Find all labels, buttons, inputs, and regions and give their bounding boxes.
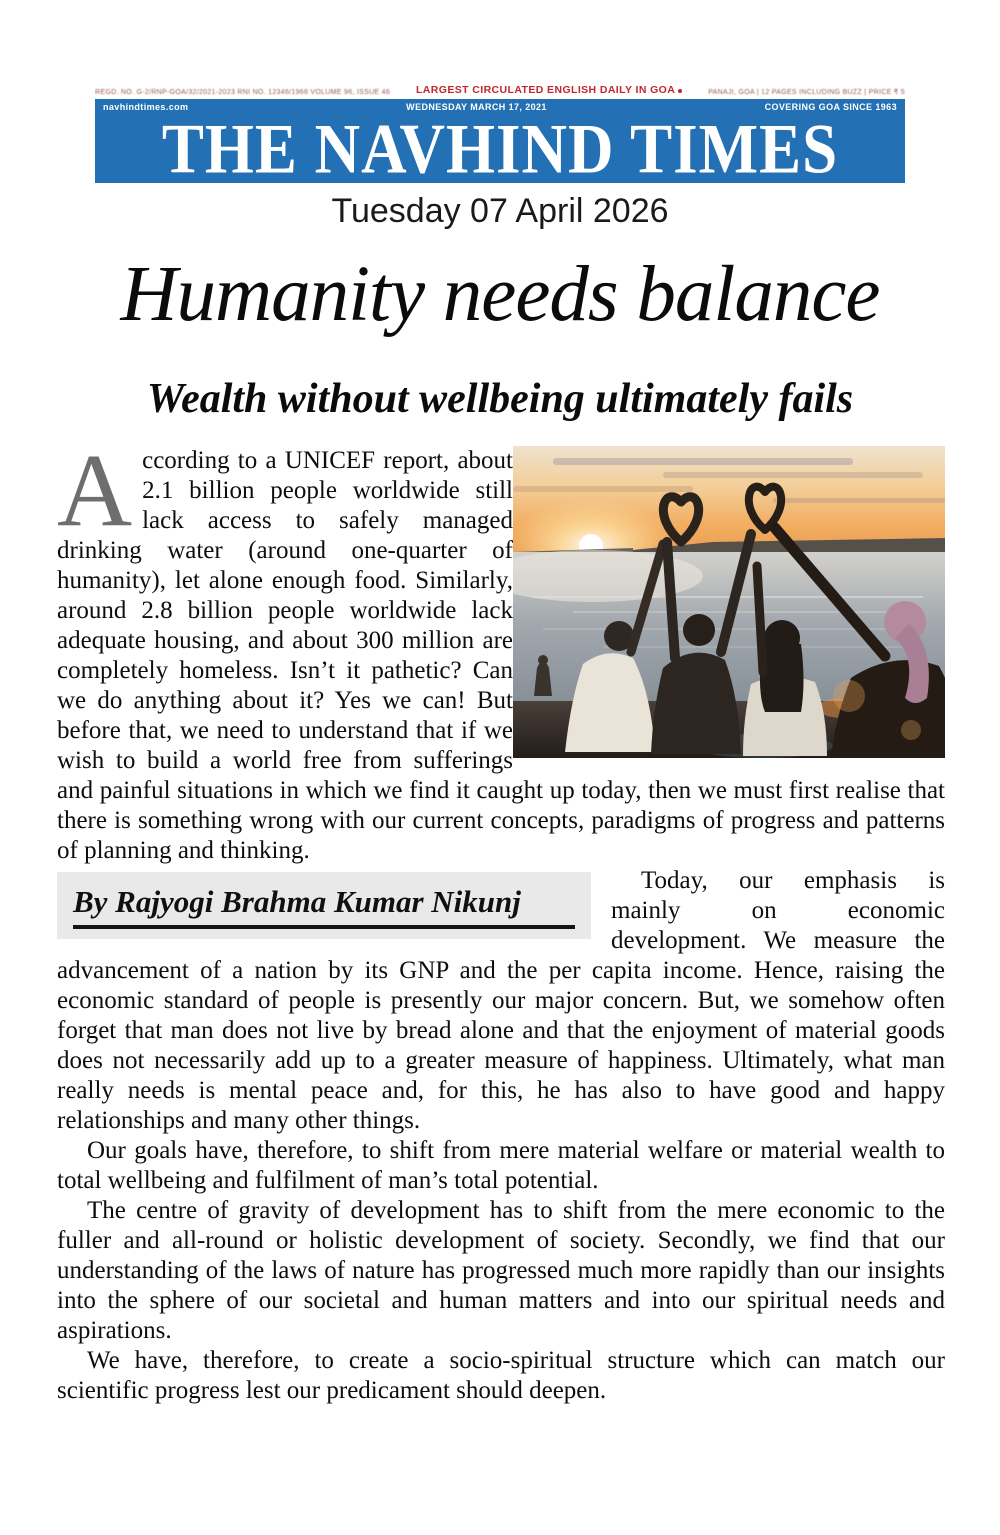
edition-price-info: PANAJI, GOA | 12 PAGES INCLUDING BUZZ | PRICE ₹ 5 bbox=[708, 89, 905, 96]
paragraph-2: Today, our emphasis is mainly on economic development. We measure the advancement of a nation by its GNP and the per capita income. Hence, raising the economic standard of people is presently our major concern. But, we somehow often forget that man does not live by bread alone and that the enjoyment of material goods does not necessarily add up to a greater measure of happiness. Ultimately, what man really needs is mental peace and, for this, he has also to have good and happy relationships and many other things. bbox=[57, 867, 945, 1134]
paragraph-1-text: ccording to a UNICEF report, about 2.1 billion people worldwide still lack access to safely managed drinking water (around one-quarter of humanity), let alone enough food. Similarly, around 2.8 billion people worldwide lack adequate housing, and about 300 million are completely homeless. Isn’t it pathetic? Can we do anything about it? Yes we can! But before that, we need to understand that if we wish to build a world free from sufferings and painful situations in which we find it caught up today, then we must first realise that there is something wrong with our current concepts, paradigms of progress and patterns of planning and thinking. bbox=[57, 447, 945, 864]
masthead bbox=[95, 84, 905, 189]
paragraph-4: The centre of gravity of development has to shift from the mere economic to the fuller and all-round or holistic development of society. Secondly, we find that our understanding of the laws of nature has progressed much more rapidly than our insights into the sphere of our societal and human matters and into our spiritual needs and aspirations. bbox=[57, 1197, 945, 1344]
byline-box bbox=[57, 872, 591, 939]
dateline: Tuesday 07 April 2026 bbox=[331, 192, 669, 230]
sunset-beach-photo bbox=[513, 446, 945, 758]
masthead-banner bbox=[95, 99, 905, 189]
byline: By Rajyogi Brahma Kumar Nikunj bbox=[73, 884, 575, 929]
circulation-claim: LARGEST CIRCULATED ENGLISH DAILY IN GOA bbox=[416, 84, 682, 96]
masthead-topline bbox=[95, 84, 905, 96]
registration-info: REGD. NO. G-2/RNP-GOA/32/2021-2023 RNI NO. 12346/1968 VOLUME 96, ISSUE 46 bbox=[95, 89, 391, 96]
article-subheadline: Wealth without wellbeing ultimately fails bbox=[146, 376, 854, 422]
article-body bbox=[57, 433, 945, 1406]
drop-cap: A bbox=[57, 433, 133, 548]
website-text: navhindtimes.com bbox=[103, 102, 189, 112]
newspaper-title: THE NAVHIND TIMES bbox=[161, 109, 839, 189]
paragraph-3: Our goals have, therefore, to shift from mere material welfare or material wealth to total wellbeing and fulfilment of man’s total potential. bbox=[57, 1137, 945, 1194]
tagline: COVERING GOA SINCE 1963 bbox=[764, 102, 897, 112]
sunset-photo-art bbox=[513, 446, 945, 758]
article-headline: Humanity needs balance bbox=[120, 251, 880, 338]
paragraph-5: We have, therefore, to create a socio-spiritual structure which can match our scientific progress lest our predicament should deepen. bbox=[57, 1347, 945, 1404]
issue-date: WEDNESDAY MARCH 17, 2021 bbox=[406, 102, 547, 112]
